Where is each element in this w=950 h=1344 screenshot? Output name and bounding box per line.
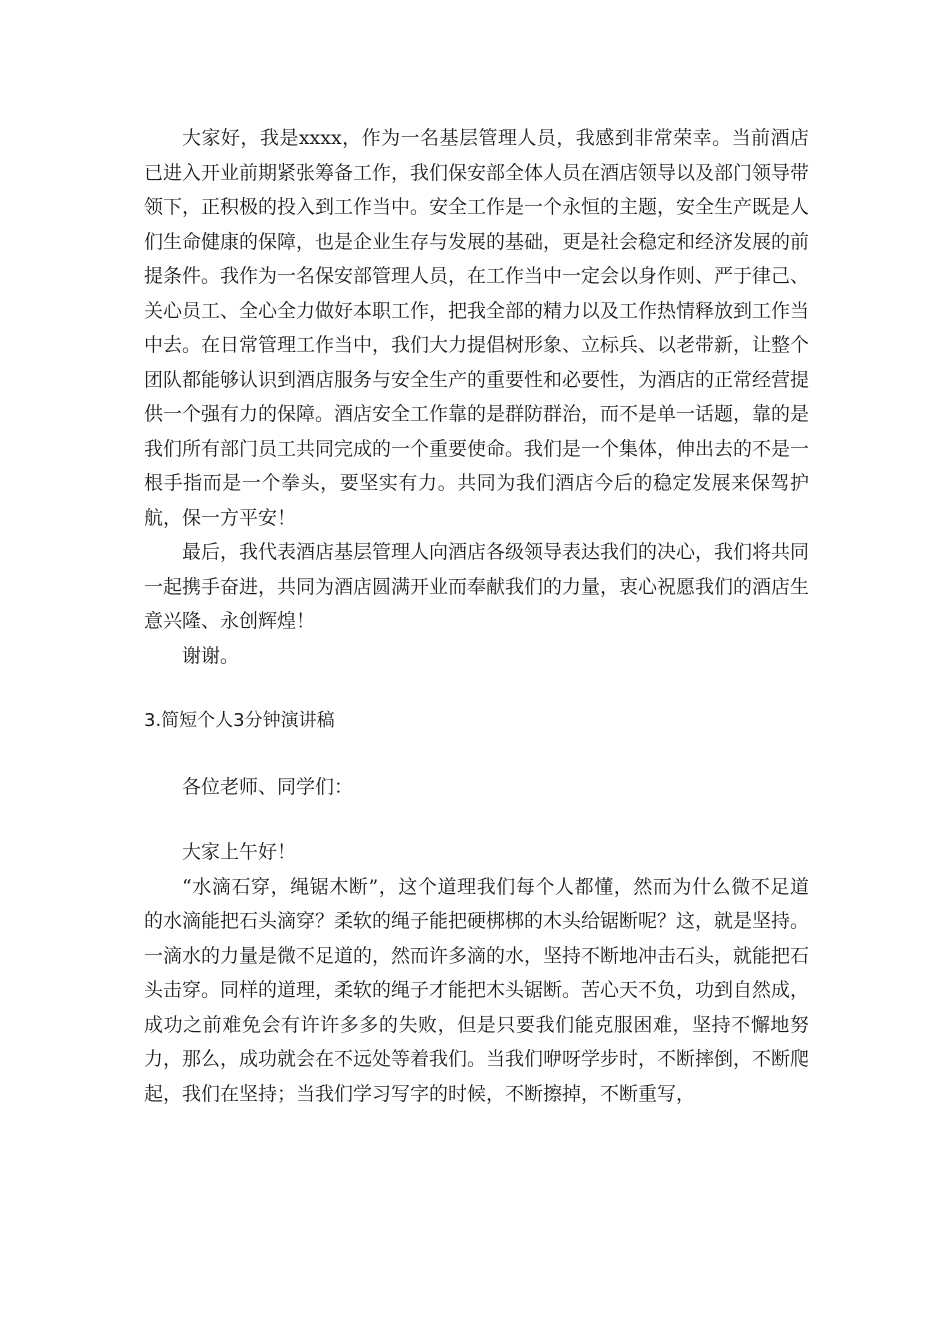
paragraph-thanks: 谢谢。 (182, 644, 240, 667)
salutation: 各位老师、同学们： (182, 775, 354, 798)
paragraph-closing: 最后，我代表酒店基层管理人向酒店各级领导表达我们的决心，我们将共同一起携手奋进，共同为酒店圆满开业而奉献我们的力量，衷心祝愿我们的酒店生意兴隆、永创辉煌！ (144, 541, 810, 632)
paragraph-speech-body: “水滴石穿，绳锯木断”，这个道理我们每个人都懂，然而为什么微不足道的水滴能把石头滴穿？柔软的绳子能把硬梆梆的木头给锯断呢？这，就是坚持。一滴水的力量是微不足道的，然而许多滴的水，坚持不断地冲击石头，就能把石头击穿。同样的道理，柔软的绳子才能把木头锯断。苦心天不负，功到自然成，成功之前难免会有许许多多的失败，但是只要我们能克服困难，坚持不懈地努力，那么，成功就会在不远处等着我们。当我们咿呀学步时，不断摔倒，不断爬起，我们在坚持；当我们学习写字的时候，不断擦掉，不断重写， (144, 875, 810, 1105)
document-body (144, 121, 809, 1111)
paragraph-intro: 大家好，我是xxxx，作为一名基层管理人员，我感到非常荣幸。当前酒店已进入开业前期紧张筹备工作，我们保安部全体人员在酒店领导以及部门领导带领下，正积极的投入到工作当中。安全工作是一个永恒的主题，安全生产既是人们生命健康的保障，也是企业生存与发展的基础，更是社会稳定和经济发展的前提条件。我作为一名保安部管理人员，在工作当中一定会以身作则、严于律己、关心员工、全心全力做好本职工作，把我全部的精力以及工作热情释放到工作当中去。在日常管理工作当中，我们大力提倡树形象、立标兵、以老带新，让整个团队都能够认识到酒店服务与安全生产的重要性和必要性，为酒店的正常经营提供一个强有力的保障。酒店安全工作靠的是群防群治，而不是单一话题，靠的是我们所有部门员工共同完成的一个重要使命。我们是一个集体，伸出去的不是一根手指而是一个拳头，要坚实有力。共同为我们酒店今后的稳定发展来保驾护航，保一方平安！ (144, 127, 810, 529)
greeting: 大家上午好！ (182, 841, 297, 863)
section-heading: 3.简短个人3分钟演讲稿 (144, 710, 335, 731)
